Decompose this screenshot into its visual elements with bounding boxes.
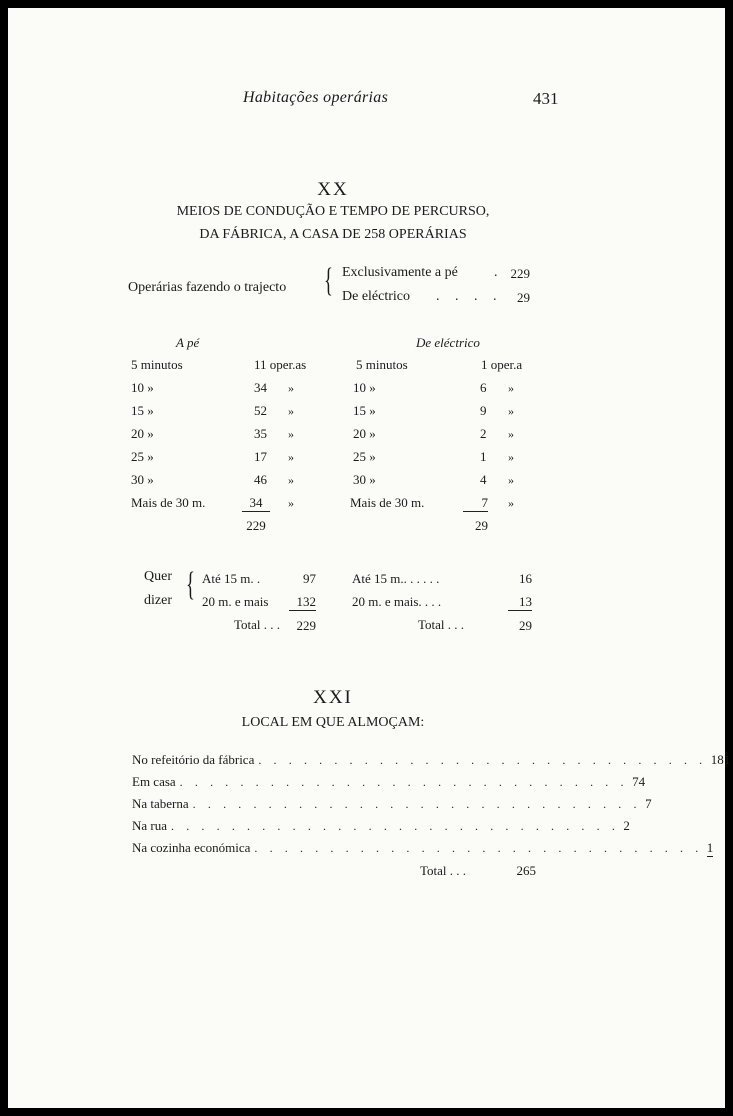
tram-row-count: 9 [480,403,487,418]
leader-dots: . . . . . . . . . . . . . . . . . . . . . . . . . . . . . . [171,819,620,833]
tram-heading: De eléctrico [416,335,480,350]
walk-row-time: Mais de 30 m. [131,495,206,510]
summary-tram-total-value: 29 [519,618,532,633]
walk-row-ditto: » [288,404,294,418]
walk-row-time: 25 » [131,449,154,464]
lunch-total-label: Total . . . [420,863,467,878]
walk-row-count: 11 oper.as [254,357,307,372]
summary-tram-label: Até 15 m.. . . . . . [352,571,440,586]
leader-dots: . . . . . . . . . . . . . . . . . . . . . . . . . . . . . . [192,797,642,811]
tram-row-time: 20 » [353,426,376,441]
intro-row-walk-label: Exclusivamente a pé [342,265,458,280]
tram-row-count: 7 [463,496,488,512]
summary-walk-total-label: Total . . . [234,617,281,632]
tram-row-time: Mais de 30 m. [350,495,425,510]
intro-row-walk-dots: . [494,265,498,280]
table-xx-title-line2: DA FÁBRICA, A CASA DE 258 OPERÁRIAS [199,227,467,242]
walk-row-time: 20 » [131,426,154,441]
summary-label-line2: dizer [144,593,172,608]
walk-row-time: 15 » [131,403,154,418]
tram-row-count: 4 [480,472,487,487]
tram-row-ditto: » [508,473,514,487]
intro-row-tram-dots: . . . . [436,289,503,304]
tram-total: 29 [475,518,488,533]
tram-row-ditto: » [508,496,514,510]
lunch-row-value: 74 [632,774,646,789]
lunch-row-value: 181 [710,752,731,767]
walk-row-count: 35 [254,426,267,441]
book-page [8,8,731,1108]
tram-row-ditto: » [508,404,514,418]
summary-walk-total-value: 229 [296,618,316,633]
walk-row-ditto: » [288,427,294,441]
leader-dots: . . . . . . . . . . . . . . . . . . . . . . . . . . . . . . [258,753,707,767]
lunch-row [132,840,714,863]
tram-row-ditto: » [508,450,514,464]
walk-row-ditto: » [288,496,294,510]
tram-row-ditto: » [508,381,514,395]
summary-label-line1: Quer [144,569,172,584]
tram-row-time: 25 » [353,449,376,464]
walk-row-count: 52 [254,403,267,418]
intro-row-tram-value: 29 [517,290,530,305]
leader-dots: . . . . . . . . . . . . . . . . . . . . . . . . . . . . . . [179,775,629,789]
walk-row-time: 5 minutos [131,357,183,372]
leader-dots: . . . . . . . . . . . . . . . . . . . . . . . . . . . . . . [254,841,703,855]
intro-row-tram-label: De eléctrico [342,289,411,304]
summary-walk-value: 97 [303,571,316,586]
tram-row-time: 30 » [353,472,376,487]
tram-row-count: 1 [480,449,487,464]
lunch-row [132,774,646,797]
lunch-row-label: Na cozinha económica [132,840,251,855]
lunch-row-label: Na rua [132,818,168,833]
summary-tram-total-label: Total . . . [418,617,465,632]
walk-row-count: 17 [254,449,267,464]
walk-heading: A pé [176,335,200,350]
tram-row-time: 5 minutos [356,357,408,372]
table-xx-number: XX [317,179,349,200]
walk-row-ditto: » [288,473,294,487]
walk-row-ditto: » [288,381,294,395]
tram-row-ditto: » [508,427,514,441]
walk-row-count: 46 [254,472,267,487]
walk-row-time: 10 » [131,380,154,395]
trajecto-label: Operárias fazendo o trajecto [128,280,287,295]
walk-row-ditto: » [288,450,294,464]
table-xxi-title: LOCAL EM QUE ALMOÇAM: [241,715,425,730]
lunch-row [132,752,731,775]
summary-tram-value: 16 [519,571,532,586]
intro-brace: { [324,262,333,299]
tram-row-count: 1 oper.a [481,357,523,372]
lunch-row-value: 1 [706,840,714,855]
tram-row-time: 10 » [353,380,376,395]
summary-walk-label: Até 15 m. . [202,571,261,586]
lunch-row-value: 7 [645,796,652,811]
lunch-row-label: Na taberna [132,796,189,811]
lunch-list [132,752,731,863]
lunch-row [132,818,630,841]
walk-total: 229 [246,518,266,533]
table-xx-title-line1: MEIOS DE CONDUÇÃO E TEMPO DE PERCURSO, [176,204,490,219]
lunch-row-label: Em casa [132,774,176,789]
summary-tram-label: 20 m. e mais. . . . [352,594,442,609]
walk-row-time: 30 » [131,472,154,487]
tram-row-count: 2 [480,426,487,441]
walk-row-count: 34 [242,496,270,512]
lunch-row-value: 2 [623,818,630,833]
page-number: 431 [533,89,559,108]
summary-tram-value: 13 [508,595,532,611]
lunch-row [132,796,652,819]
summary-walk-value: 132 [289,595,316,611]
lunch-total-value: 265 [516,863,536,878]
walk-row-count: 34 [254,380,267,395]
lunch-row-label: No refeitório da fábrica [132,752,255,767]
tram-row-count: 6 [480,380,487,395]
summary-brace: { [186,566,195,603]
running-title: Habitações operárias [243,89,389,106]
table-xxi-number: XXI [313,687,353,708]
intro-row-walk-value: 229 [510,266,530,281]
tram-row-time: 15 » [353,403,376,418]
summary-walk-label: 20 m. e mais [202,594,269,609]
